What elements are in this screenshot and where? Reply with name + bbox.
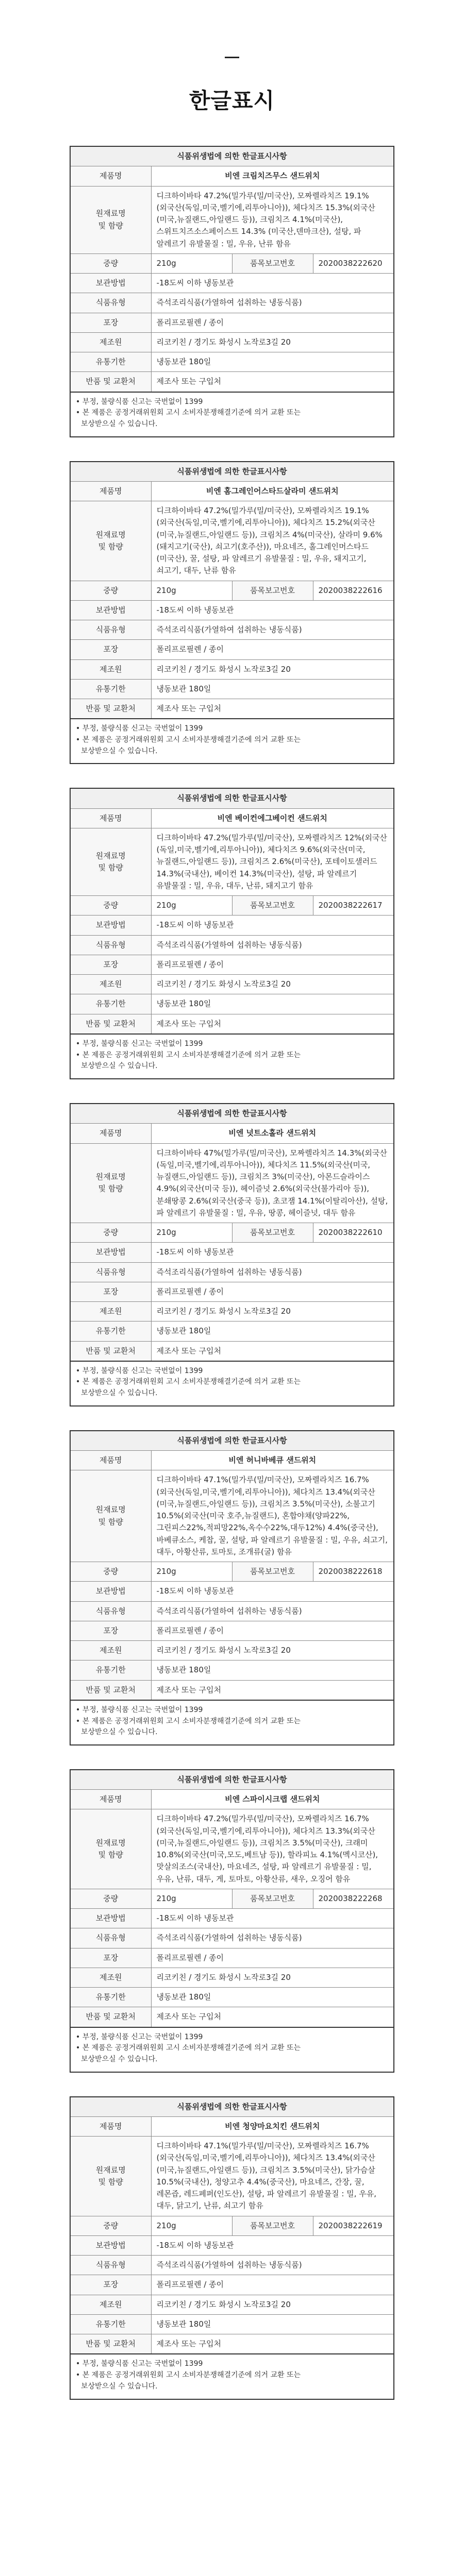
packaging-value: 폴리프로필렌 / 종이 bbox=[151, 955, 394, 974]
manufacturer-label: 제조원 bbox=[70, 659, 151, 679]
product-name-value: 비엔 허니바베큐 샌드위치 bbox=[151, 1451, 394, 1470]
food-type-value: 즉석조리식품(가열하여 섭취하는 냉동식품) bbox=[151, 935, 394, 955]
table-caption: 식품위생법에 의한 한글표시사항 bbox=[70, 462, 394, 482]
return-value: 제조사 또는 구입처 bbox=[151, 1014, 394, 1034]
label-table bbox=[70, 1103, 394, 1362]
notice-line: • 본 제품은 공정거래위원회 고시 소비자분쟁해결기준에 의거 교환 또는 bbox=[76, 1378, 301, 1386]
product-name-value: 비엔 넛트소홀라 샌드위치 bbox=[151, 1124, 394, 1143]
food-type-label: 식품유형 bbox=[70, 293, 151, 313]
packaging-value: 폴리프로필렌 / 종이 bbox=[151, 2275, 394, 2295]
ingredients-value: 디크하이바타 47.2%(밀가루(밀/미국산), 모짜렐라치즈 16.7%(외국산(독일,미국,벨기에,리투아니아)), 체다치즈 13.3%(외국산(미국,뉴질랜드,아일랜드 등)), 크림치즈 3.5%(미국산), 크래미 10.8%(외국산(미국,모도,베트남 등)), 할라피뇨 4.1%(멕시코산), 맛살의조스(국내산), 마요네즈, 설탕, 파 알레르기 유발물질 : 밀, 우유, 난류, 대두, 게, 토마토, 아황산류, 새우, 오징어 함유 bbox=[151, 1809, 394, 1889]
table-caption: 식품위생법에 의한 한글표시사항 bbox=[70, 1770, 394, 1790]
product-label-section bbox=[70, 146, 394, 437]
return-label: 반품 및 교환처 bbox=[70, 372, 151, 392]
product-label-section bbox=[70, 461, 394, 765]
food-type-value: 즉석조리식품(가열하여 섭취하는 냉동식품) bbox=[151, 620, 394, 640]
report-number-label: 품목보고번호 bbox=[232, 1223, 313, 1243]
notice-line: • 본 제품은 공정거래위원회 고시 소비자분쟁해결기준에 의거 교환 또는 bbox=[76, 1717, 301, 1725]
table-caption: 식품위생법에 의한 한글표시사항 bbox=[70, 146, 394, 166]
manufacturer-value: 리코키친 / 경기도 화성시 노작로3길 20 bbox=[151, 1302, 394, 1321]
notice-line: 보상받으실 수 있습니다. bbox=[81, 419, 158, 428]
food-type-label: 식품유형 bbox=[70, 1262, 151, 1282]
ingredients-value: 디크하이바타 47.1%(밀가루(밀/미국산), 모짜렐라치즈 16.7%(외국산(독일,미국,벨기에,리투아니아)), 체다치즈 13.4%(외국산(미국,뉴질랜드,아일랜드 등)), 크림치즈 3.5%(미국산), 닭가슴살 10.5%(국내산), 청양고추 4.4%(중국산), 마요네즈, 간장, 꿀, 레몬즙, 레드페퍼(인도산), 설탕, 파 알레르기 유발물질 : 밀, 우유, 대두, 닭고기, 난류, 쇠고기 함유 bbox=[151, 2137, 394, 2216]
table-caption: 식품위생법에 의한 한글표시사항 bbox=[70, 2097, 394, 2117]
notice-line: • 본 제품은 공정거래위원회 고시 소비자분쟁해결기준에 의거 교환 또는 bbox=[76, 2371, 301, 2380]
report-number-value: 2020038222616 bbox=[313, 581, 394, 600]
storage-value: -18도씨 이하 냉동보관 bbox=[151, 1243, 394, 1262]
weight-value: 210g bbox=[151, 2216, 232, 2235]
notice-line: • 부정, 불량식품 신고는 국번없이 1399 bbox=[76, 724, 203, 733]
return-value: 제조사 또는 구입처 bbox=[151, 372, 394, 392]
label-table bbox=[70, 2096, 394, 2355]
notice-line: • 부정, 불량식품 신고는 국번없이 1399 bbox=[76, 1039, 203, 1048]
food-type-label: 식품유형 bbox=[70, 2256, 151, 2275]
ingredients-value: 디크하이바타 47.2%(밀가루(밀/미국산), 모짜렐라치즈 19.1%(외국산(독일,미국,벨기에,리투아니아)), 체다치즈 15.2%(외국산(미국,뉴질랜드,아일랜드 등)), 크림치즈 4%(미국산), 살라미 9.6%(돼지고기(국산), 쇠고기(호주산)), 마요네즈, 홀그레인머스타드(미국산), 꿀, 설탕, 파 알레르기 유발물질 : 밀, 우유, 돼지고기, 쇠고기, 대두, 난류 함유 bbox=[151, 501, 394, 581]
shelf-life-value: 냉동보관 180일 bbox=[151, 994, 394, 1014]
product-name-value: 비엔 스파이시크랩 샌드위치 bbox=[151, 1790, 394, 1809]
product-name-value: 비엔 홈그레인어스타드살라미 샌드위치 bbox=[151, 481, 394, 501]
storage-value: -18도씨 이하 냉동보관 bbox=[151, 600, 394, 620]
product-label-section bbox=[70, 2096, 394, 2400]
shelf-life-value: 냉동보관 180일 bbox=[151, 352, 394, 372]
report-number-label: 품목보고번호 bbox=[232, 1562, 313, 1582]
weight-label: 중량 bbox=[70, 1562, 151, 1582]
header-divider bbox=[225, 57, 239, 58]
notice-box bbox=[70, 1362, 394, 1406]
product-name-label: 제품명 bbox=[70, 1451, 151, 1470]
storage-label: 보관방법 bbox=[70, 1582, 151, 1601]
weight-value: 210g bbox=[151, 253, 232, 273]
food-type-value: 즉석조리식품(가열하여 섭취하는 냉동식품) bbox=[151, 293, 394, 313]
ingredients-value: 디크하이바타 47.2%(밀가루(밀/미국산), 모짜렐라치즈 19.1%(외국산(독일,미국,벨기에,리투아니아)), 체다치즈 15.3%(외국산(미국,뉴질랜드,아일랜드 등)), 크림치즈 4.1%(미국산), 스위트치즈소스페이스트 14.3% (미국산,덴마크산), 설탕, 파 알레르기 유발물질 : 밀, 우유, 난류 함유 bbox=[151, 186, 394, 253]
packaging-value: 폴리프로필렌 / 종이 bbox=[151, 1948, 394, 1968]
weight-label: 중량 bbox=[70, 253, 151, 273]
report-number-value: 2020038222268 bbox=[313, 1889, 394, 1908]
packaging-label: 포장 bbox=[70, 1282, 151, 1301]
manufacturer-value: 리코키친 / 경기도 화성시 노작로3길 20 bbox=[151, 1641, 394, 1660]
shelf-life-label: 유통기한 bbox=[70, 679, 151, 699]
shelf-life-value: 냉동보관 180일 bbox=[151, 1988, 394, 2007]
food-type-value: 즉석조리식품(가열하여 섭취하는 냉동식품) bbox=[151, 1928, 394, 1948]
packaging-value: 폴리프로필렌 / 종이 bbox=[151, 640, 394, 659]
manufacturer-value: 리코키친 / 경기도 화성시 노작로3길 20 bbox=[151, 975, 394, 994]
product-label-section bbox=[70, 1103, 394, 1406]
return-value: 제조사 또는 구입처 bbox=[151, 2334, 394, 2354]
product-label-section bbox=[70, 1430, 394, 1745]
storage-value: -18도씨 이하 냉동보관 bbox=[151, 274, 394, 293]
shelf-life-label: 유통기한 bbox=[70, 1988, 151, 2007]
report-number-value: 2020038222617 bbox=[313, 896, 394, 916]
return-value: 제조사 또는 구입처 bbox=[151, 1680, 394, 1700]
storage-label: 보관방법 bbox=[70, 600, 151, 620]
label-table bbox=[70, 1769, 394, 2028]
manufacturer-label: 제조원 bbox=[70, 1968, 151, 1987]
return-label: 반품 및 교환처 bbox=[70, 1014, 151, 1034]
return-value: 제조사 또는 구입처 bbox=[151, 2007, 394, 2027]
weight-value: 210g bbox=[151, 1562, 232, 1582]
storage-value: -18도씨 이하 냉동보관 bbox=[151, 1909, 394, 1928]
storage-label: 보관방법 bbox=[70, 1909, 151, 1928]
return-label: 반품 및 교환처 bbox=[70, 699, 151, 719]
return-label: 반품 및 교환처 bbox=[70, 2334, 151, 2354]
manufacturer-value: 리코키친 / 경기도 화성시 노작로3길 20 bbox=[151, 1968, 394, 1987]
food-type-label: 식품유형 bbox=[70, 1601, 151, 1621]
packaging-label: 포장 bbox=[70, 955, 151, 974]
page-title: 한글표시 bbox=[189, 88, 275, 113]
notice-line: 보상받으실 수 있습니다. bbox=[81, 1728, 158, 1737]
notice-box bbox=[70, 1701, 394, 1745]
report-number-value: 2020038222620 bbox=[313, 253, 394, 273]
storage-value: -18도씨 이하 냉동보관 bbox=[151, 2235, 394, 2255]
label-sections bbox=[0, 146, 464, 2399]
label-table bbox=[70, 1430, 394, 1701]
label-table bbox=[70, 461, 394, 720]
manufacturer-value: 리코키친 / 경기도 화성시 노작로3길 20 bbox=[151, 2295, 394, 2314]
report-number-label: 품목보고번호 bbox=[232, 253, 313, 273]
product-name-label: 제품명 bbox=[70, 1124, 151, 1143]
report-number-label: 품목보고번호 bbox=[232, 2216, 313, 2235]
storage-label: 보관방법 bbox=[70, 274, 151, 293]
return-label: 반품 및 교환처 bbox=[70, 2007, 151, 2027]
product-label-section bbox=[70, 1769, 394, 2073]
manufacturer-label: 제조원 bbox=[70, 1641, 151, 1660]
storage-label: 보관방법 bbox=[70, 1243, 151, 1262]
return-value: 제조사 또는 구입처 bbox=[151, 699, 394, 719]
report-number-label: 품목보고번호 bbox=[232, 1889, 313, 1908]
weight-label: 중량 bbox=[70, 1889, 151, 1908]
shelf-life-label: 유통기한 bbox=[70, 1321, 151, 1341]
product-name-label: 제품명 bbox=[70, 481, 151, 501]
ingredients-label: 원재료명 및 함량 bbox=[70, 186, 151, 253]
table-caption: 식품위생법에 의한 한글표시사항 bbox=[70, 1104, 394, 1124]
return-label: 반품 및 교환처 bbox=[70, 1341, 151, 1361]
notice-line: • 부정, 불량식품 신고는 국번없이 1399 bbox=[76, 397, 203, 406]
return-value: 제조사 또는 구입처 bbox=[151, 1341, 394, 1361]
shelf-life-label: 유통기한 bbox=[70, 1660, 151, 1680]
weight-label: 중량 bbox=[70, 1223, 151, 1243]
notice-line: 보상받으실 수 있습니다. bbox=[81, 1389, 158, 1398]
product-name-label: 제품명 bbox=[70, 2116, 151, 2136]
packaging-label: 포장 bbox=[70, 640, 151, 659]
report-number-value: 2020038222618 bbox=[313, 1562, 394, 1582]
weight-label: 중량 bbox=[70, 2216, 151, 2235]
ingredients-label: 원재료명 및 함량 bbox=[70, 2137, 151, 2216]
weight-value: 210g bbox=[151, 1223, 232, 1243]
manufacturer-label: 제조원 bbox=[70, 2295, 151, 2314]
ingredients-value: 디크하이바타 47%(밀가루(밀/미국산), 모짜렐라치즈 14.3%(외국산(독일,미국,벨기에,리투아니아)), 체다치즈 11.5%(외국산(미국,뉴질랜드,아일랜드 등)), 크림치즈 3%(미국산), 아몬드슬라이스 4.9%(외국산(미국 등)), 헤이즐넛 2.6%(외국산(불가리아 등)), 분쇄땅콩 2.6%(외국산(중국 등)), 초코잼 14.1%(이탈리아산), 설탕, 파 알레르기 유발물질 : 밀, 우유, 땅콩, 헤이즐넛, 대두 함유 bbox=[151, 1143, 394, 1223]
food-type-value: 즉석조리식품(가열하여 섭취하는 냉동식품) bbox=[151, 1601, 394, 1621]
packaging-value: 폴리프로필렌 / 종이 bbox=[151, 1621, 394, 1640]
notice-line: • 본 제품은 공정거래위원회 고시 소비자분쟁해결기준에 의거 교환 또는 bbox=[76, 409, 301, 417]
ingredients-value: 디크하이바타 47.2%(밀가루(밀/미국산), 모짜렐라치즈 12%(외국산(독일,미국,벨기에,리투아니아)), 체다치즈 9.6%(외국산(미국,뉴질랜드,아일랜드 등)), 크림치즈 2.6%(미국산), 포테이토샐러드 14.3%(국내산), 베이컨 14.3%(미국산), 설탕, 파 알레르기 유발물질 : 밀, 우유, 대두, 난류, 돼지고기 함유 bbox=[151, 828, 394, 895]
notice-box bbox=[70, 1035, 394, 1079]
page-header bbox=[0, 0, 464, 146]
weight-value: 210g bbox=[151, 1889, 232, 1908]
storage-value: -18도씨 이하 냉동보관 bbox=[151, 916, 394, 935]
shelf-life-value: 냉동보관 180일 bbox=[151, 1660, 394, 1680]
ingredients-label: 원재료명 및 함량 bbox=[70, 1809, 151, 1889]
label-table bbox=[70, 788, 394, 1035]
storage-label: 보관방법 bbox=[70, 2235, 151, 2255]
notice-line: 보상받으실 수 있습니다. bbox=[81, 2055, 158, 2064]
notice-line: • 본 제품은 공정거래위원회 고시 소비자분쟁해결기준에 의거 교환 또는 bbox=[76, 1050, 301, 1059]
shelf-life-label: 유통기한 bbox=[70, 2314, 151, 2334]
notice-line: 보상받으실 수 있습니다. bbox=[81, 747, 158, 755]
manufacturer-value: 리코키친 / 경기도 화성시 노작로3길 20 bbox=[151, 659, 394, 679]
notice-box bbox=[70, 393, 394, 437]
food-type-value: 즉석조리식품(가열하여 섭취하는 냉동식품) bbox=[151, 2256, 394, 2275]
weight-label: 중량 bbox=[70, 581, 151, 600]
packaging-value: 폴리프로필렌 / 종이 bbox=[151, 1282, 394, 1301]
notice-line: 보상받으실 수 있습니다. bbox=[81, 2382, 158, 2391]
ingredients-label: 원재료명 및 함량 bbox=[70, 501, 151, 581]
report-number-value: 2020038222610 bbox=[313, 1223, 394, 1243]
shelf-life-label: 유통기한 bbox=[70, 994, 151, 1014]
notice-line: 보상받으실 수 있습니다. bbox=[81, 1062, 158, 1071]
ingredients-label: 원재료명 및 함량 bbox=[70, 828, 151, 895]
packaging-value: 폴리프로필렌 / 종이 bbox=[151, 313, 394, 332]
food-type-value: 즉석조리식품(가열하여 섭취하는 냉동식품) bbox=[151, 1262, 394, 1282]
report-number-label: 품목보고번호 bbox=[232, 581, 313, 600]
shelf-life-value: 냉동보관 180일 bbox=[151, 679, 394, 699]
product-name-value: 비엔 청양마요치킨 샌드위치 bbox=[151, 2116, 394, 2136]
table-caption: 식품위생법에 의한 한글표시사항 bbox=[70, 788, 394, 808]
shelf-life-value: 냉동보관 180일 bbox=[151, 2314, 394, 2334]
product-name-value: 비엔 베이컨에그베이컨 샌드위치 bbox=[151, 808, 394, 828]
manufacturer-label: 제조원 bbox=[70, 975, 151, 994]
notice-line: • 부정, 불량식품 신고는 국번없이 1399 bbox=[76, 1705, 203, 1714]
packaging-label: 포장 bbox=[70, 313, 151, 332]
notice-line: • 부정, 불량식품 신고는 국번없이 1399 bbox=[76, 1366, 203, 1375]
report-number-label: 품목보고번호 bbox=[232, 896, 313, 916]
notice-box bbox=[70, 2354, 394, 2399]
notice-box bbox=[70, 719, 394, 764]
food-type-label: 식품유형 bbox=[70, 935, 151, 955]
product-name-label: 제품명 bbox=[70, 808, 151, 828]
product-name-label: 제품명 bbox=[70, 166, 151, 186]
manufacturer-value: 리코키친 / 경기도 화성시 노작로3길 20 bbox=[151, 332, 394, 352]
product-label-section bbox=[70, 788, 394, 1079]
notice-line: • 부정, 불량식품 신고는 국번없이 1399 bbox=[76, 2032, 203, 2041]
manufacturer-label: 제조원 bbox=[70, 1302, 151, 1321]
notice-line: • 본 제품은 공정거래위원회 고시 소비자분쟁해결기준에 의거 교환 또는 bbox=[76, 736, 301, 744]
storage-label: 보관방법 bbox=[70, 916, 151, 935]
notice-line: • 본 제품은 공정거래위원회 고시 소비자분쟁해결기준에 의거 교환 또는 bbox=[76, 2044, 301, 2053]
notice-line: • 부정, 불량식품 신고는 국번없이 1399 bbox=[76, 2360, 203, 2368]
label-table bbox=[70, 146, 394, 393]
storage-value: -18도씨 이하 냉동보관 bbox=[151, 1582, 394, 1601]
shelf-life-label: 유통기한 bbox=[70, 352, 151, 372]
packaging-label: 포장 bbox=[70, 2275, 151, 2295]
food-type-label: 식품유형 bbox=[70, 1928, 151, 1948]
ingredients-label: 원재료명 및 함량 bbox=[70, 1143, 151, 1223]
return-label: 반품 및 교환처 bbox=[70, 1680, 151, 1700]
product-name-label: 제품명 bbox=[70, 1790, 151, 1809]
table-caption: 식품위생법에 의한 한글표시사항 bbox=[70, 1431, 394, 1451]
packaging-label: 포장 bbox=[70, 1621, 151, 1640]
report-number-value: 2020038222619 bbox=[313, 2216, 394, 2235]
shelf-life-value: 냉동보관 180일 bbox=[151, 1321, 394, 1341]
product-name-value: 비엔 크림치즈무스 샌드위치 bbox=[151, 166, 394, 186]
notice-box bbox=[70, 2028, 394, 2073]
ingredients-label: 원재료명 및 함량 bbox=[70, 1470, 151, 1562]
ingredients-value: 디크하이바타 47.1%(밀가루(밀/미국산), 모짜렐라치즈 16.7%(외국산(독일,미국,벨기에,리투아니아)), 체다치즈 13.4%(외국산(미국,뉴질랜드,아일랜드 등)), 크림치즈 3.5%(미국산), 소불고기 10.5%(외국산(미국 호주,뉴질랜드), 혼합야채(양파22%,그린피스22%,적피망22%,옥수수22%,대두12%) 4.4%(중국산), 바베큐소스, 케찹, 꿀, 설탕, 파 알레르기 유발물질 : 밀, 우유, 쇠고기, 대두, 아황산류, 토마토, 조개류(굴) 함유 bbox=[151, 1470, 394, 1562]
manufacturer-label: 제조원 bbox=[70, 332, 151, 352]
food-type-label: 식품유형 bbox=[70, 620, 151, 640]
weight-value: 210g bbox=[151, 896, 232, 916]
packaging-label: 포장 bbox=[70, 1948, 151, 1968]
weight-value: 210g bbox=[151, 581, 232, 600]
weight-label: 중량 bbox=[70, 896, 151, 916]
